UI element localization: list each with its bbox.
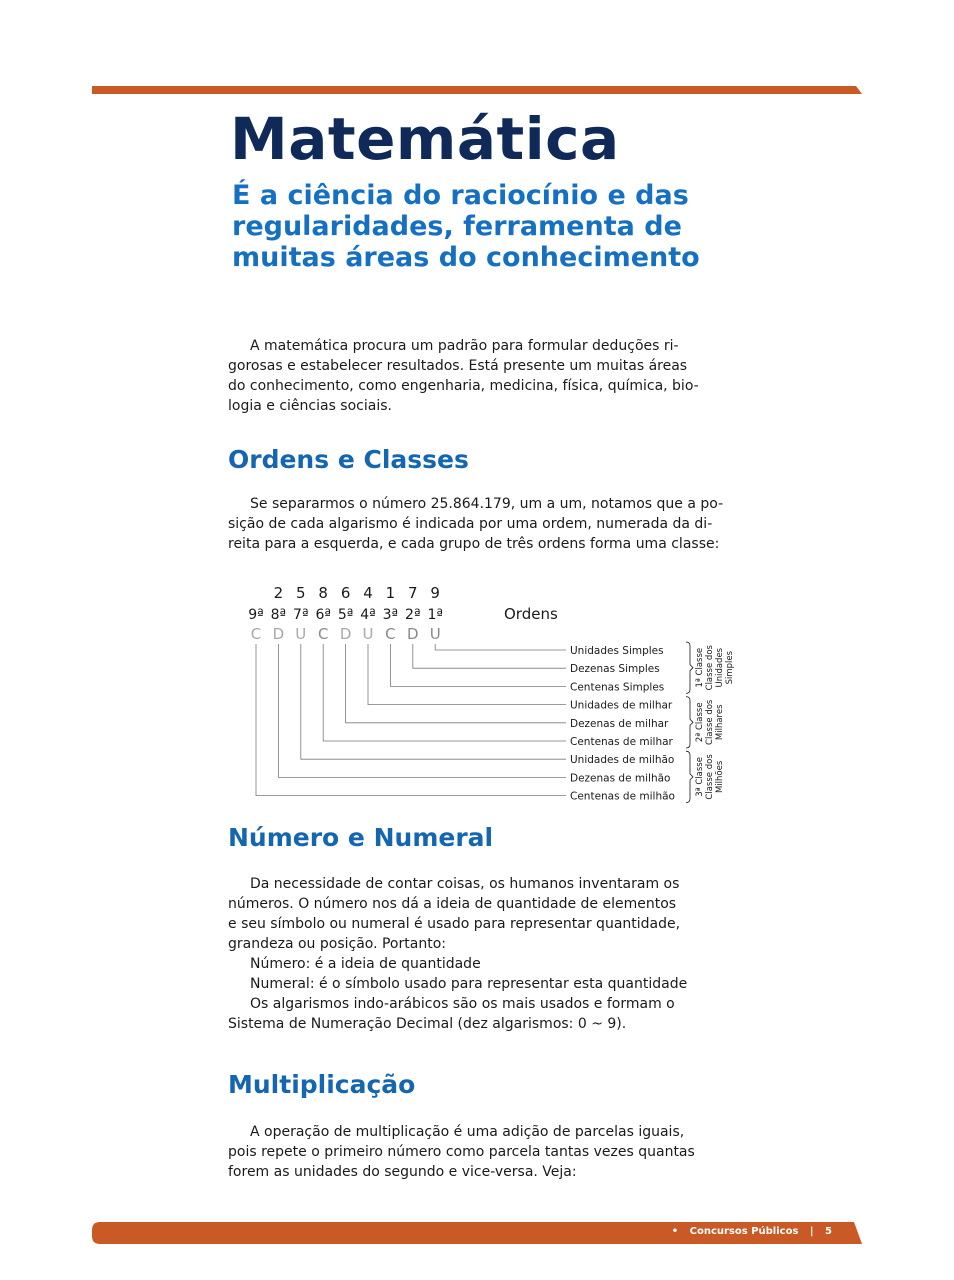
place-label: Centenas Simples: [570, 681, 665, 694]
page-title: Matemática: [230, 105, 620, 173]
text-line: e seu símbolo ou numeral é usado para representar quantidade,: [228, 916, 681, 932]
text-line: pois repete o primeiro número como parcela tantas vezes quantas: [228, 1144, 695, 1160]
heading-multiplicacao: Multiplicação: [228, 1070, 416, 1099]
place-letter: D: [407, 625, 419, 643]
place-label: Dezenas Simples: [570, 663, 660, 676]
class-braces: [686, 642, 735, 803]
place-letter: C: [250, 625, 262, 643]
place-letter: D: [272, 625, 285, 643]
footer-text: [668, 1226, 836, 1237]
class-brace: [686, 642, 693, 693]
place-label: Dezenas de milhar: [570, 717, 669, 730]
digit: 5: [296, 584, 306, 602]
text-line: do conhecimento, como engenharia, medicina, física, química, bio-: [228, 378, 699, 394]
text-line: Da necessidade de contar coisas, os humanos inventaram os: [250, 876, 680, 892]
intro-paragraph: [228, 336, 728, 416]
digit: 7: [408, 584, 418, 602]
connector-line: [346, 644, 566, 723]
footer-page-number: 5: [825, 1226, 832, 1237]
digit: 6: [340, 584, 351, 602]
connector-line: [323, 644, 566, 741]
orders-label: Ordens: [504, 605, 558, 623]
digit: 9: [430, 584, 440, 602]
order-label: 3ª: [382, 607, 399, 623]
connector-line: [368, 644, 566, 705]
text-line: Numeral: é o símbolo usado para representar esta quantidade: [250, 976, 688, 992]
text-line: A operação de multiplicação é uma adição de parcelas iguais,: [250, 1124, 685, 1140]
order-label: 4ª: [360, 607, 376, 623]
footer-separator: |: [809, 1226, 814, 1237]
text-line: reita para a esquerda, e cada grupo de três ordens forma uma classe:: [228, 536, 720, 552]
class-label: Simples: [725, 650, 735, 685]
place-letter: C: [385, 625, 396, 643]
place-label: Dezenas de milhão: [570, 772, 671, 785]
connector-line: [256, 644, 566, 796]
place-letter: U: [429, 625, 441, 643]
connector-lines: [256, 644, 566, 796]
place-label: Unidades de milhão: [570, 754, 675, 767]
class-label: Milhões: [715, 760, 725, 794]
digit: 4: [363, 584, 373, 602]
place-label: Centenas de milhar: [570, 736, 673, 748]
multiplicacao-paragraph: [228, 1122, 728, 1182]
connector-line: [278, 644, 566, 777]
place-labels: [570, 645, 675, 803]
footer-source: Concursos Públicos: [689, 1226, 799, 1237]
place-letter: D: [339, 625, 352, 643]
ordens-paragraph: [228, 494, 728, 554]
order-label: 6ª: [315, 607, 331, 623]
text-line: sição de cada algarismo é indicada por uma ordem, numerada da di-: [228, 516, 713, 532]
footer-bullet: •: [671, 1226, 679, 1237]
class-label: 1ª Classe: [695, 647, 705, 688]
text-line: logia e ciências sociais.: [228, 398, 392, 414]
class-brace: [686, 751, 693, 802]
orders-classes-diagram: [240, 578, 740, 808]
place-letter: C: [317, 625, 329, 643]
digit-row: [274, 584, 440, 602]
text-line: grandeza ou posição. Portanto:: [228, 936, 446, 952]
place-label: Centenas de milhão: [570, 790, 675, 803]
text-line: Sistema de Numeração Decimal (dez algarismos: 0 ~ 9).: [228, 1016, 627, 1032]
class-label: Classe dos: [705, 754, 715, 800]
digit: 2: [273, 584, 284, 602]
order-label: 8ª: [270, 607, 287, 623]
connector-line: [435, 644, 566, 650]
order-label: 5ª: [337, 607, 354, 623]
class-label: Unidades: [715, 647, 725, 688]
place-letter: U: [295, 625, 307, 643]
text-line: números. O número nos dá a ideia de quantidade de elementos: [228, 896, 677, 912]
class-brace: [686, 697, 693, 748]
text-line: A matemática procura um padrão para formular deduções ri-: [250, 338, 679, 354]
digit: 8: [318, 584, 328, 602]
text-line: Os algarismos indo-arábicos são os mais usados e formam o: [250, 996, 675, 1012]
order-label: 7ª: [293, 607, 309, 623]
text-line: gorosas e estabelecer resultados. Está presente um muitas áreas: [228, 358, 688, 374]
heading-ordens-classes: Ordens e Classes: [228, 445, 469, 474]
text-line: Se separarmos o número 25.864.179, um a um, notamos que a po-: [250, 496, 724, 512]
order-label: 1ª: [427, 607, 443, 623]
text-line: forem as unidades do segundo e vice-versa. Veja:: [228, 1164, 577, 1180]
connector-line: [413, 644, 566, 668]
class-label: Classe dos: [705, 699, 715, 745]
place-label: Unidades Simples: [570, 645, 664, 657]
class-label: 2ª Classe: [695, 702, 705, 743]
class-label: 3ª Classe: [695, 757, 705, 797]
place-letter: U: [362, 625, 374, 643]
class-label: Milhares: [715, 704, 725, 741]
digit: 1: [385, 584, 396, 602]
order-label: 2ª: [405, 607, 421, 623]
text-line: Número: é a ideia de quantidade: [250, 956, 481, 972]
page-subtitle: É a ciência do raciocínio e das regularidades, ferramenta de muitas áreas do conhecimento: [232, 180, 700, 273]
connector-line: [301, 644, 566, 759]
place-label: Unidades de milhar: [570, 699, 673, 712]
top-rule: [92, 86, 862, 94]
order-label: 9ª: [248, 607, 264, 623]
order-row: [248, 605, 558, 623]
heading-numero-numeral: Número e Numeral: [228, 823, 494, 852]
letter-row: [251, 625, 441, 643]
class-label: Classe dos: [705, 645, 715, 691]
numero-paragraph: [228, 874, 728, 1034]
